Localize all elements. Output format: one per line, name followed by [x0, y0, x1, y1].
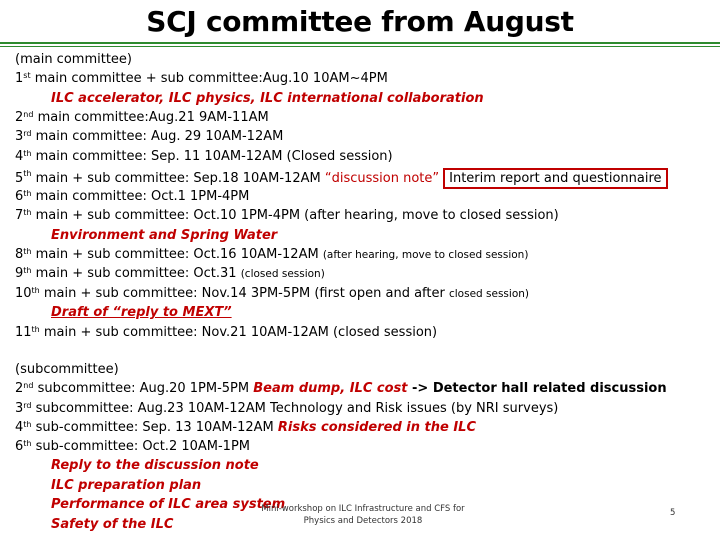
discussion-note-label: “discussion note”: [324, 171, 440, 186]
slide-footer: [258, 503, 468, 527]
main-item-11: 11th main + sub committee: Nov.21 10AM-12AM (closed session): [15, 325, 438, 340]
main-item-8: 8th main + sub committee: Oct.16 10AM-12AM (after hearing, move to closed session): [15, 247, 529, 262]
sub-item-6-topic-1: Reply to the discussion note: [51, 458, 259, 473]
subcommittee-heading: (subcommittee): [15, 362, 119, 377]
main-item-5: 5th main + sub committee: Sep.18 10AM-12AM “discussion note” Interim report and questionnaire: [15, 168, 668, 189]
main-item-7-topic: Environment and Spring Water: [51, 228, 278, 243]
footer-line-2: Physics and Detectors 2018: [303, 516, 423, 526]
main-item-4: 4th main committee: Sep. 11 10AM-12AM (Closed session): [15, 149, 393, 164]
page-number: 5: [670, 508, 676, 518]
sub-item-6-topic-3: Performance of ILC area system: [51, 497, 286, 512]
sub-item-6-topic-2: ILC preparation plan: [51, 478, 202, 493]
main-item-2: 2nd main committee:Aug.21 9AM-11AM: [15, 110, 269, 125]
main-item-1: 1st main committee + sub committee:Aug.10 10AM~4PM: [15, 71, 388, 86]
main-committee-heading: (main committee): [15, 52, 132, 67]
interim-report-box: Interim report and questionnaire: [443, 168, 667, 189]
main-item-9: 9th main + sub committee: Oct.31 (closed session): [15, 266, 325, 281]
sub-item-3: 3rd subcommittee: Aug.23 10AM-12AM Technology and Risk issues (by NRI surveys): [15, 401, 559, 416]
footer-line-1: Mini-workshop on ILC Infrastructure and CFS for: [261, 504, 465, 514]
title-divider: [0, 42, 720, 44]
sub-item-6-topic-4: Safety of the ILC: [51, 517, 174, 532]
main-item-3: 3rd main committee: Aug. 29 10AM-12AM: [15, 129, 284, 144]
slide-title: SCJ committee from August: [146, 5, 574, 38]
sub-item-2: 2nd subcommittee: Aug.20 1PM-5PM Beam dump, ILC cost -> Detector hall related discussion: [15, 381, 667, 396]
main-item-6: 6th main committee: Oct.1 1PM-4PM: [15, 189, 250, 204]
main-item-10-topic: Draft of “reply to MEXT”: [51, 305, 232, 320]
main-item-1-topics: ILC accelerator, ILC physics, ILC international collaboration: [51, 91, 484, 106]
sub-item-6: 6th sub-committee: Oct.2 10AM-1PM: [15, 439, 251, 454]
sub-item-4: 4th sub-committee: Sep. 13 10AM-12AM Risks considered in the ILC: [15, 420, 476, 435]
main-item-10: 10th main + sub committee: Nov.14 3PM-5PM (first open and after closed session): [15, 286, 529, 301]
main-item-7: 7th main + sub committee: Oct.10 1PM-4PM (after hearing, move to closed session): [15, 208, 559, 223]
title-divider-thin: [0, 46, 720, 47]
